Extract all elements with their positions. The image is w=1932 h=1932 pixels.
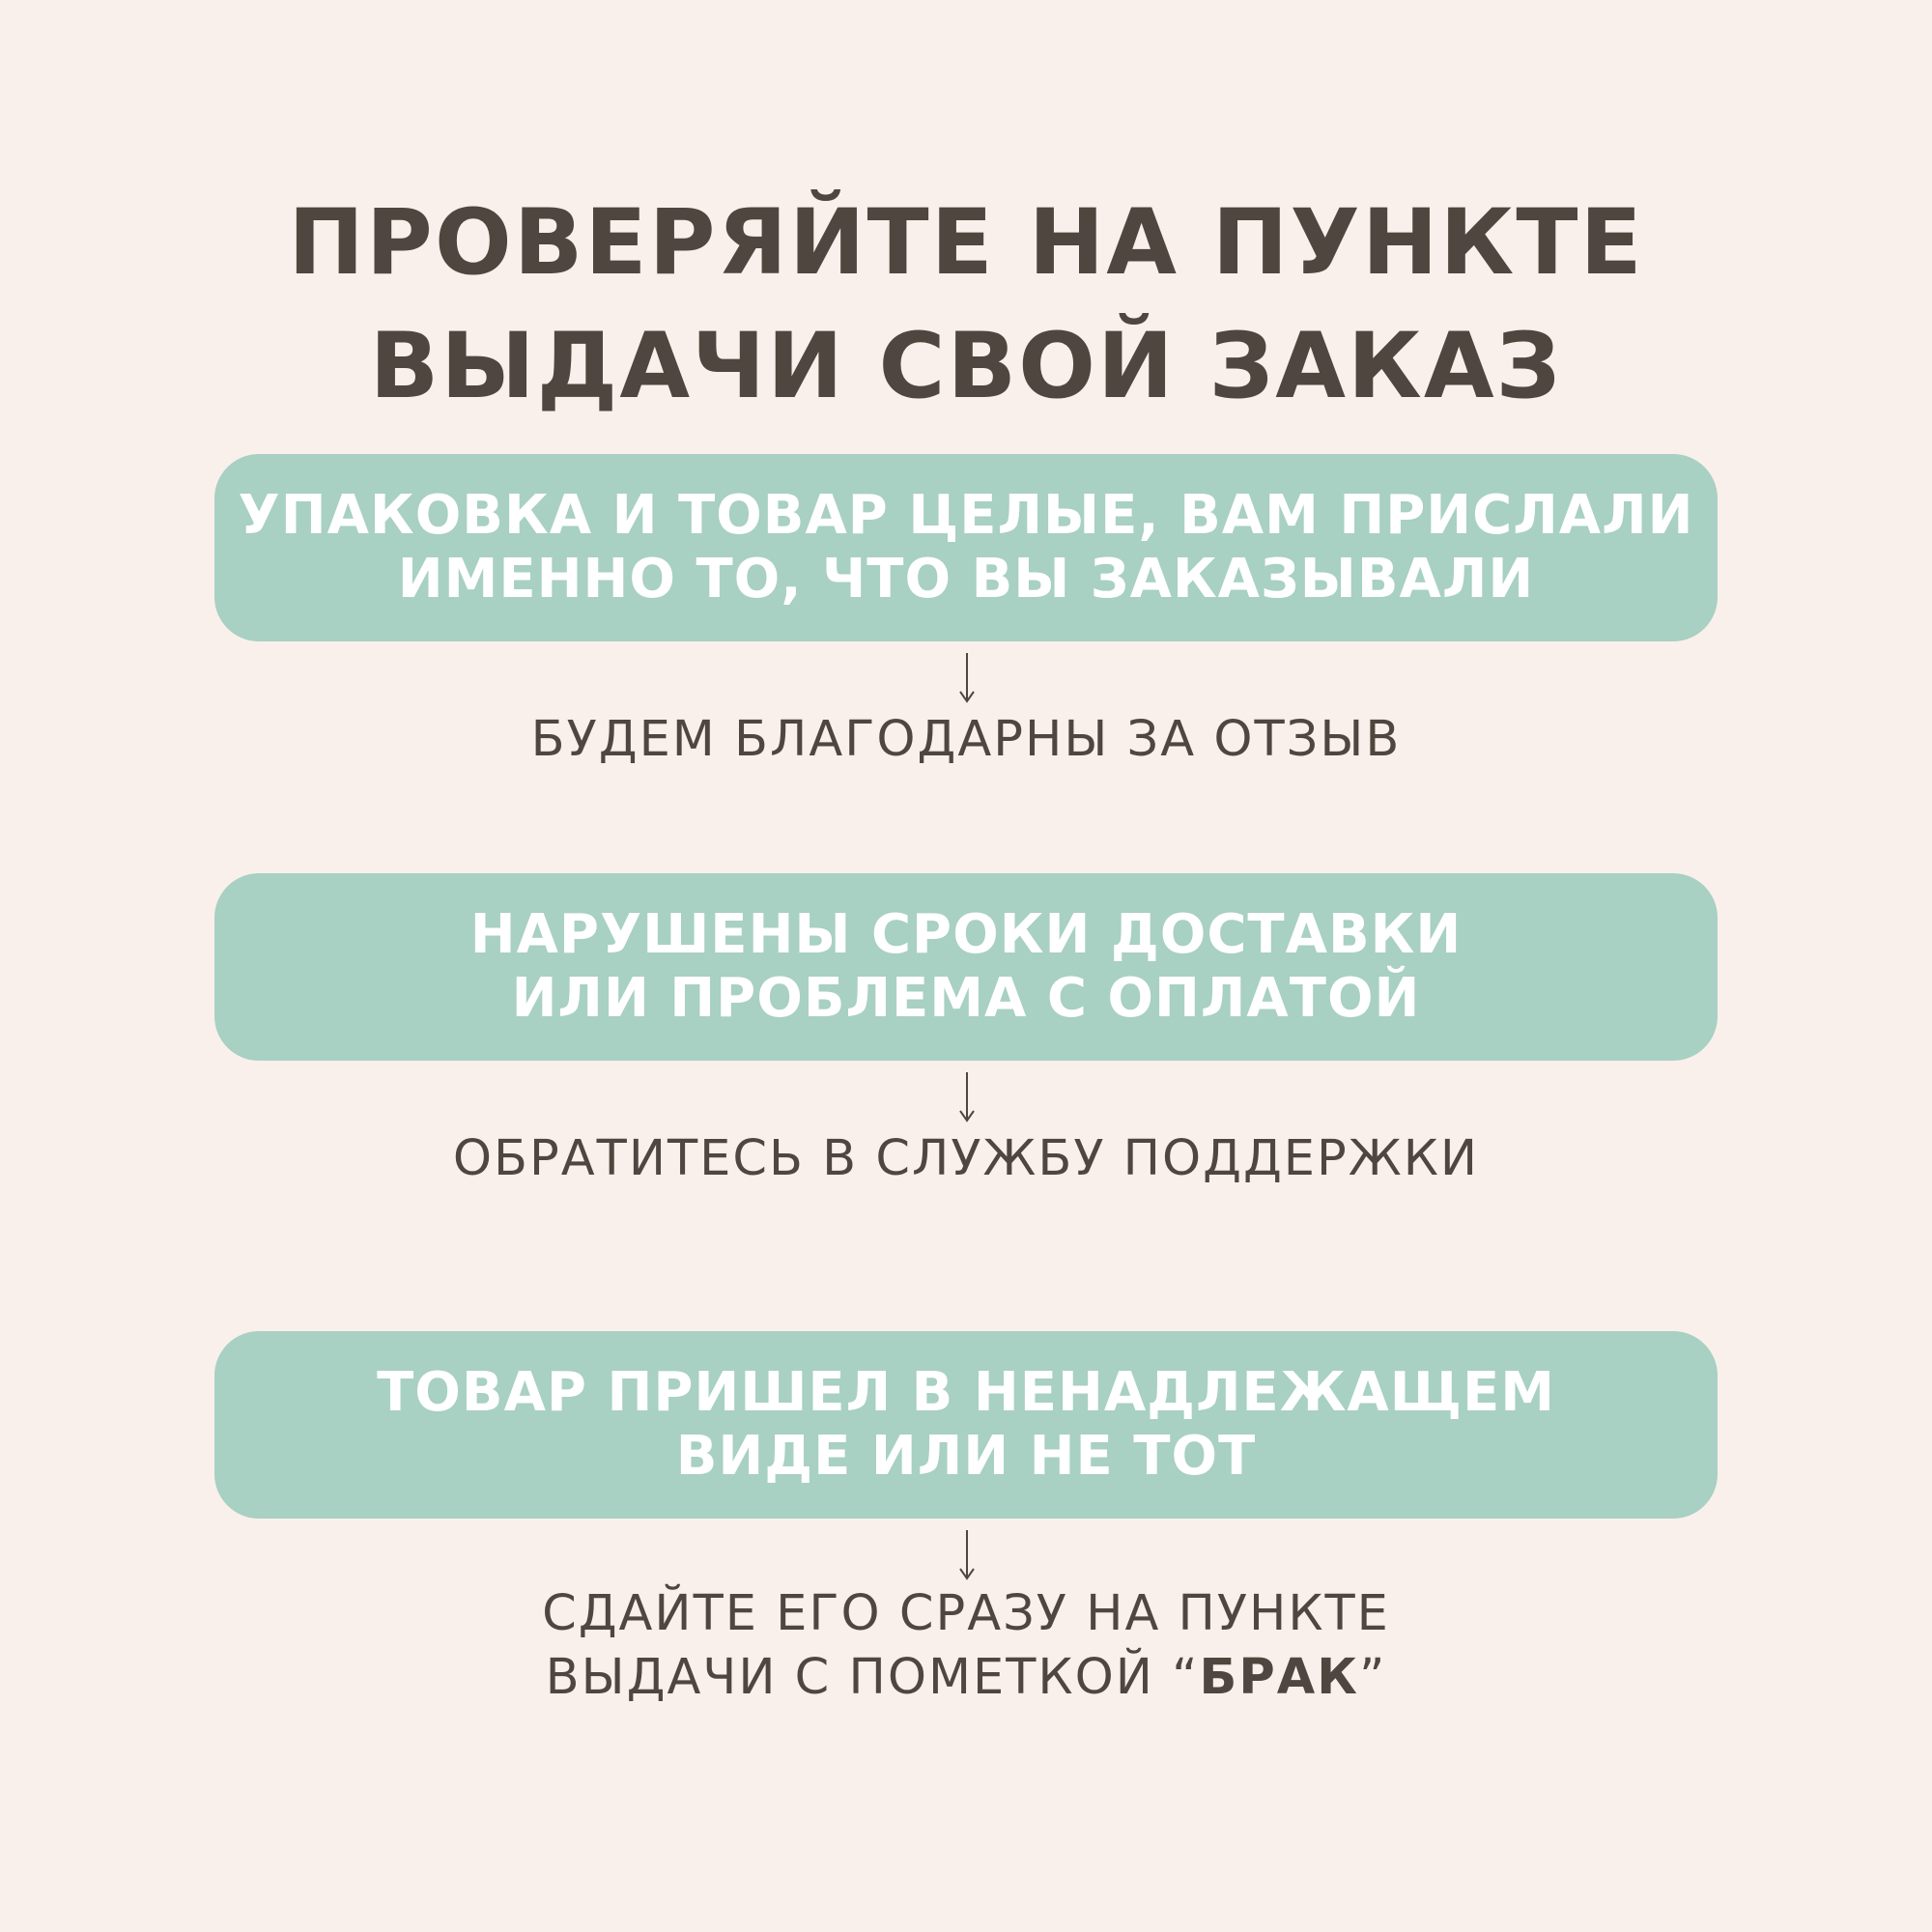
- condition-line-2: ИМЕННО ТО, ЧТО ВЫ ЗАКАЗЫВАЛИ: [397, 548, 1535, 611]
- condition-line-1: ТОВАР ПРИШЕЛ В НЕНАДЛЕЖАЩЕМ: [377, 1361, 1555, 1424]
- title-line-2: ВЫДАЧИ СВОЙ ЗАКАЗ: [369, 314, 1563, 419]
- title-line-1: ПРОВЕРЯЙТЕ НА ПУНКТЕ: [288, 190, 1644, 296]
- condition-line-1: УПАКОВКА И ТОВАР ЦЕЛЫЕ, ВАМ ПРИСЛАЛИ: [238, 484, 1694, 547]
- page-title: [0, 182, 1932, 429]
- action-text-return: [0, 1582, 1932, 1710]
- action-text-review: [0, 708, 1932, 772]
- action-line-1: ОБРАТИТЕСЬ В СЛУЖБУ ПОДДЕРЖКИ: [452, 1130, 1480, 1187]
- condition-box-defect: [214, 1331, 1718, 1519]
- action-line-2-prefix: ВЫДАЧИ С ПОМЕТКОЙ “: [545, 1649, 1200, 1706]
- action-line-2-suffix: ”: [1358, 1649, 1387, 1706]
- condition-line-1: НАРУШЕНЫ СРОКИ ДОСТАВКИ: [469, 903, 1463, 966]
- condition-box-intact: [214, 454, 1718, 641]
- condition-line-2: ВИДЕ ИЛИ НЕ ТОТ: [675, 1425, 1257, 1488]
- action-text-support: [0, 1127, 1932, 1191]
- arrow-down-icon: [958, 1530, 976, 1580]
- arrow-down-icon: [958, 1072, 976, 1122]
- arrow-down-icon: [958, 653, 976, 703]
- action-line-2: [0, 1646, 1932, 1710]
- condition-line-2: ИЛИ ПРОБЛЕМА С ОПЛАТОЙ: [511, 967, 1421, 1030]
- defect-mark-label: БРАК: [1199, 1649, 1359, 1706]
- action-line-1: БУДЕМ БЛАГОДАРНЫ ЗА ОТЗЫВ: [530, 711, 1402, 768]
- action-line-1: СДАЙТЕ ЕГО СРАЗУ НА ПУНКТЕ: [542, 1585, 1390, 1642]
- condition-box-delivery: [214, 873, 1718, 1061]
